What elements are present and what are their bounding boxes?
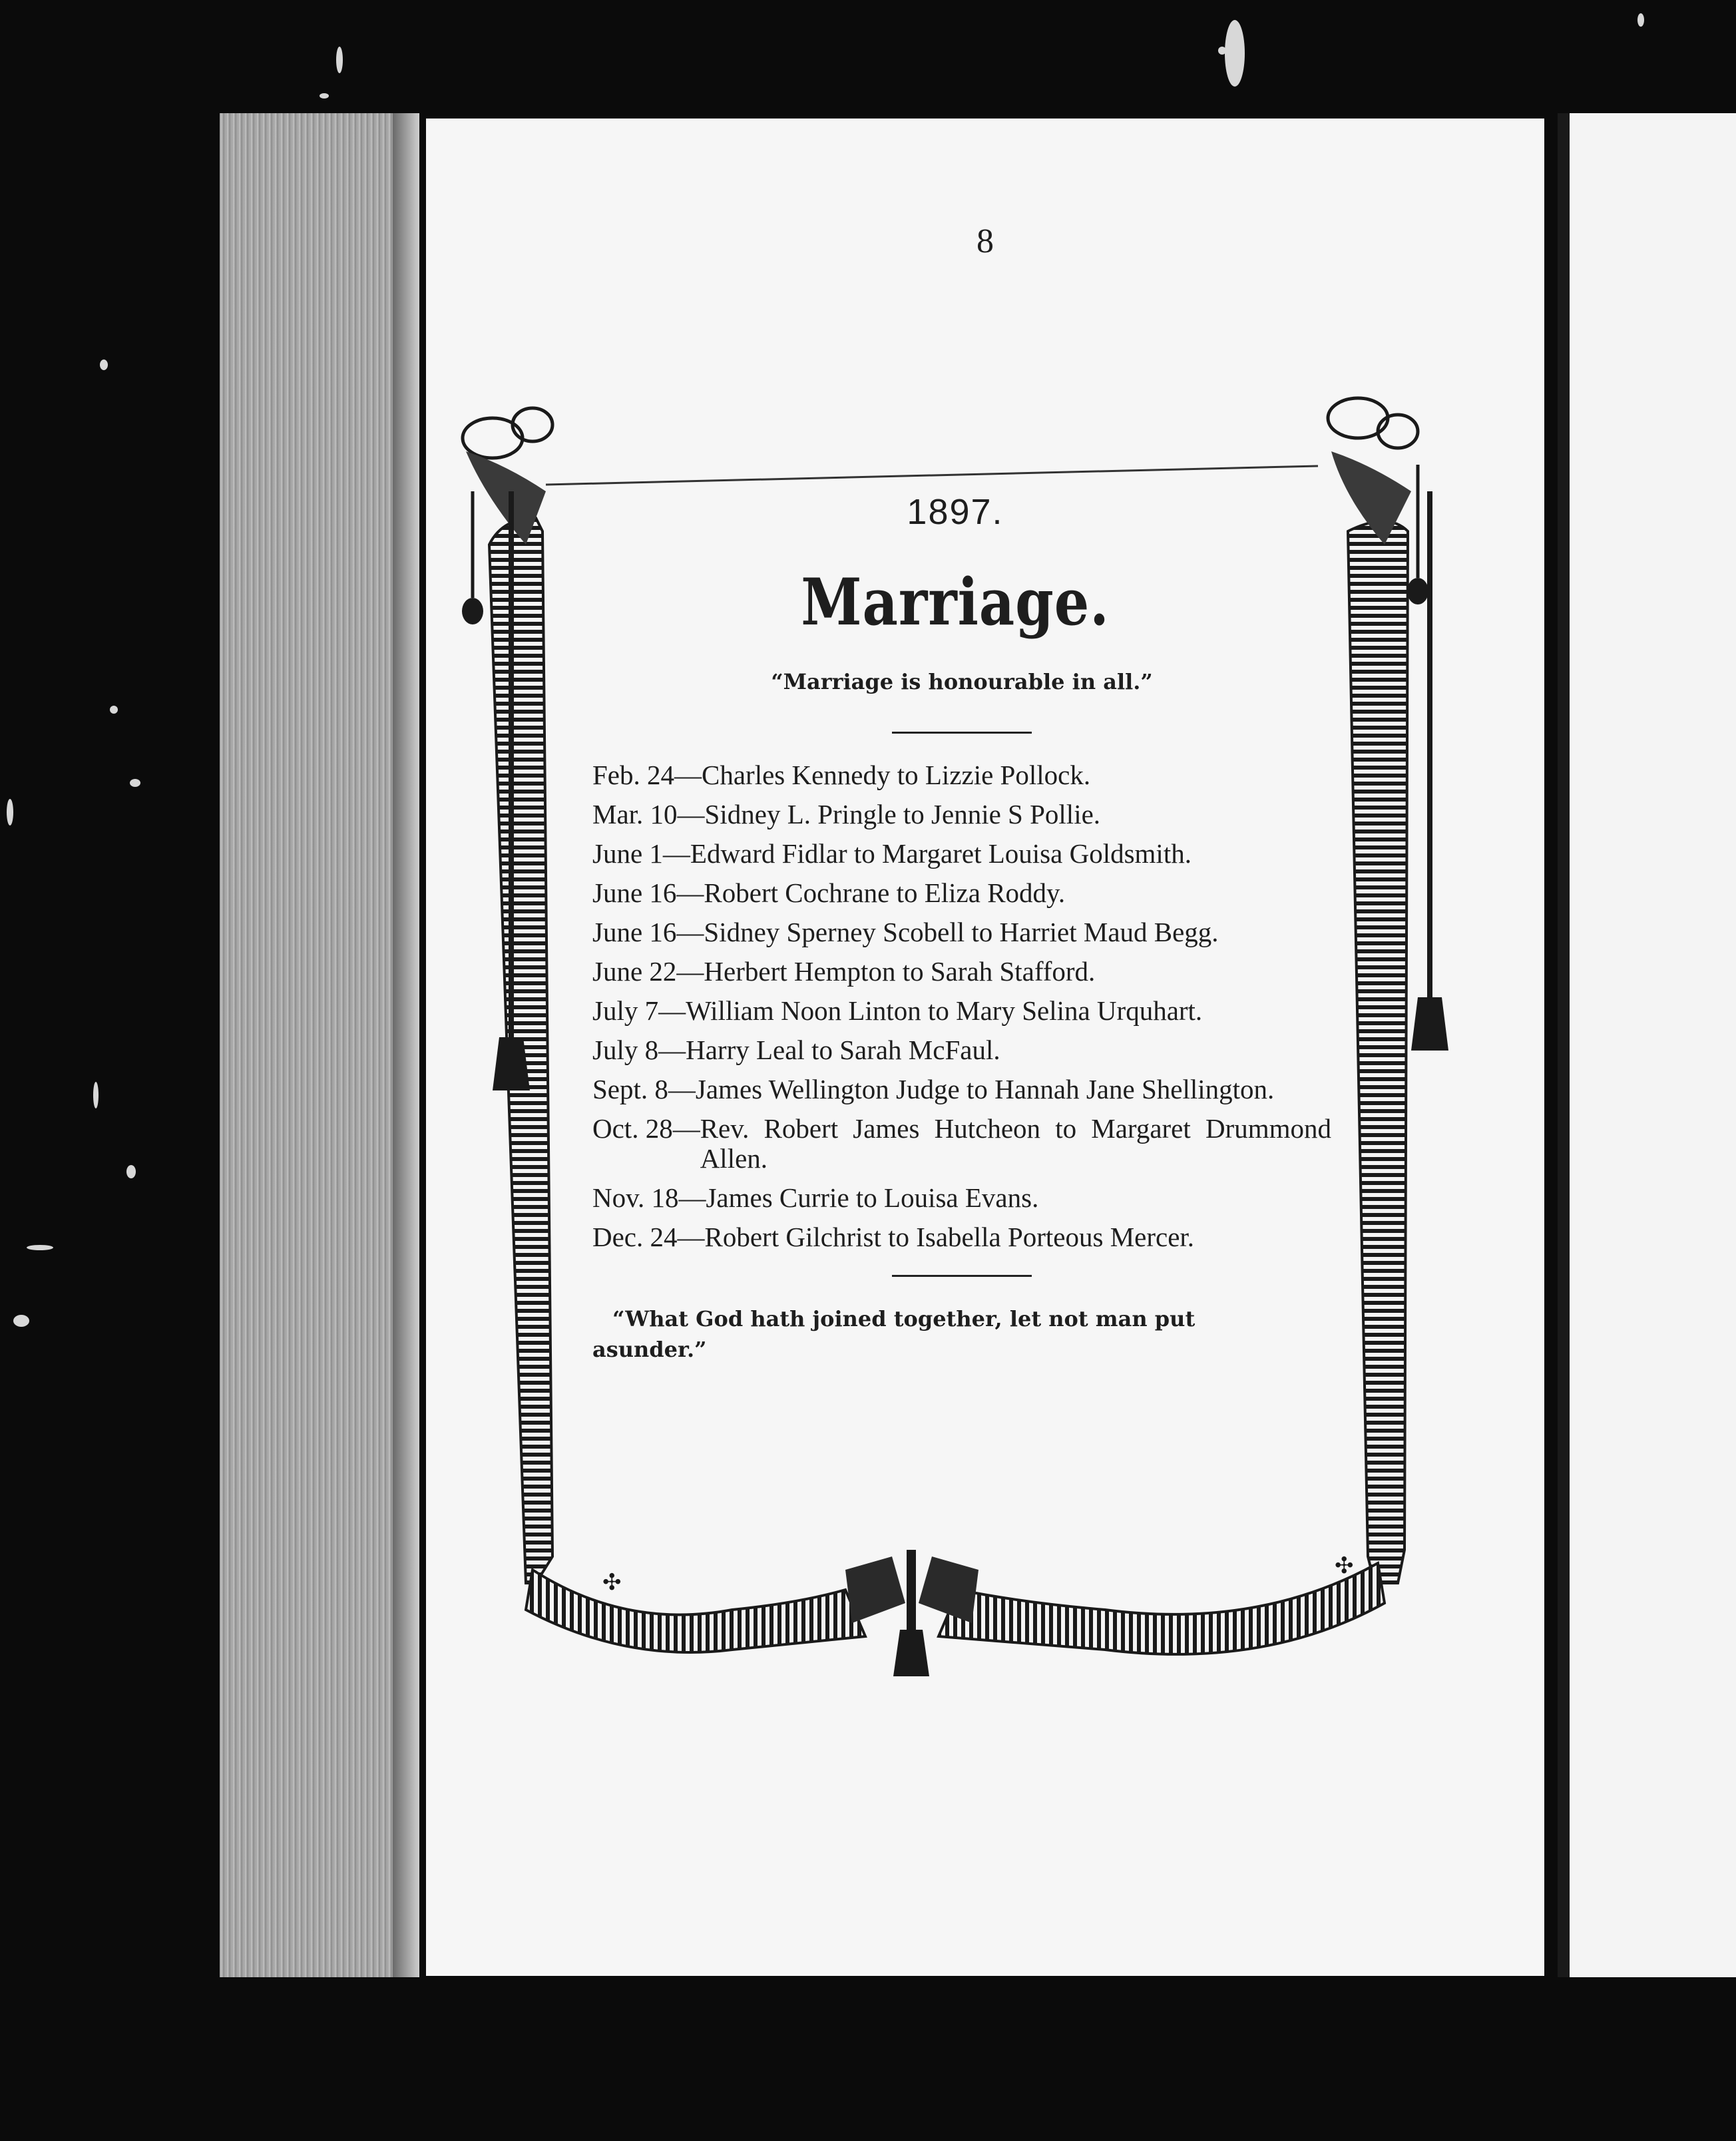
entry-date: Feb. 24— [592, 760, 702, 790]
section-title: Marriage. [801, 565, 1110, 640]
entry-date: Oct. 28— [592, 1113, 700, 1144]
entry-names: Harry Leal to Sarah McFaul. [686, 1035, 1000, 1065]
register-content [592, 491, 1331, 1365]
marriage-entry [592, 996, 1331, 1026]
svg-text:✣: ✣ [602, 1569, 622, 1596]
page-number: 8 [977, 222, 994, 260]
marriage-entry [592, 839, 1331, 869]
entry-names: Robert Gilchrist to Isabella Porteous Mercer. [704, 1222, 1195, 1252]
marriage-entry [592, 1035, 1331, 1065]
entry-names: Robert Cochrane to Eliza Roddy. [704, 877, 1066, 908]
year-heading: 1897. [907, 492, 1004, 532]
entry-date: June 1— [592, 838, 690, 869]
entry-names: William Noon Linton to Mary Selina Urquhart. [686, 995, 1203, 1026]
dust-speck [1637, 13, 1644, 27]
entry-date: June 22— [592, 956, 704, 987]
dust-speck [27, 1245, 53, 1250]
book-page [426, 119, 1544, 1976]
marriage-entry [592, 800, 1331, 830]
marriage-entry [592, 917, 1331, 947]
entry-names: Herbert Hempton to Sarah Stafford. [704, 956, 1096, 987]
dust-speck [1225, 20, 1245, 87]
divider-rule [892, 732, 1032, 734]
entry-names: James Currie to Louisa Evans. [706, 1182, 1039, 1213]
entry-date: Sept. 8— [592, 1074, 696, 1104]
book-gutter-shade [393, 113, 419, 1977]
marriage-entry [592, 1183, 1331, 1213]
dust-speck [13, 1315, 29, 1327]
entry-date: Mar. 10— [592, 799, 705, 830]
dust-speck [126, 1165, 136, 1178]
entry-names: Rev. Robert James Hutcheon to Margaret Drummond Allen. [700, 1113, 1331, 1174]
entry-date: July 8— [592, 1035, 686, 1065]
entry-date: June 16— [592, 917, 704, 947]
entry-names: Sidney Sperney Scobell to Harriet Maud Begg. [704, 917, 1219, 947]
entry-date: Dec. 24— [592, 1222, 705, 1252]
marriage-entry [592, 1114, 1331, 1174]
marriage-entry [592, 878, 1331, 908]
entry-names: James Wellington Judge to Hannah Jane Shellington. [695, 1074, 1275, 1104]
entry-names: Charles Kennedy to Lizzie Pollock. [702, 760, 1091, 790]
dust-speck [130, 779, 140, 787]
dust-speck [336, 47, 343, 73]
marriage-entry [592, 760, 1331, 790]
dust-speck [7, 799, 13, 826]
marriage-entry [592, 957, 1331, 987]
dust-speck [1218, 47, 1226, 55]
svg-text:✣: ✣ [1335, 1552, 1354, 1579]
entry-date: Nov. 18— [592, 1182, 706, 1213]
dust-speck [320, 93, 329, 99]
book-page-edges [220, 113, 399, 1977]
marriage-entry [592, 1074, 1331, 1104]
marriage-list [592, 760, 1331, 1252]
marriage-entry [592, 1222, 1331, 1252]
epigraph: “Marriage is honourable in all.” [771, 669, 1153, 694]
entry-names: Edward Fidlar to Margaret Louisa Goldsmith. [690, 838, 1192, 869]
facing-page-edge [1558, 113, 1736, 1977]
entry-date: July 7— [592, 995, 686, 1026]
dust-speck [93, 1082, 99, 1108]
entry-names: Sidney L. Pringle to Jennie S Pollie. [704, 799, 1101, 830]
divider-rule [892, 1275, 1032, 1277]
closing-quote: “What God hath joined together, let not man put asunder.” [592, 1306, 1195, 1362]
entry-date: June 16— [592, 877, 704, 908]
dust-speck [100, 359, 108, 370]
dust-speck [110, 706, 118, 714]
